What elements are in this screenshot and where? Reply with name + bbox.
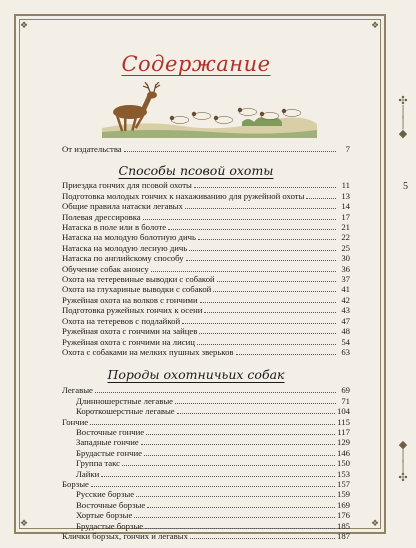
toc-entry-title: Полевая дрессировка — [62, 211, 141, 222]
toc-entry — [62, 144, 350, 154]
toc-entry-page: 48 — [341, 326, 350, 337]
toc-entry-title: Охота на тетеревиные выводки с собакой — [62, 274, 215, 285]
page-number: 5 — [403, 181, 408, 192]
toc-entry-page: 42 — [341, 294, 350, 305]
dot-leader — [168, 223, 336, 230]
dot-leader — [144, 449, 335, 456]
toc-entry-page: 63 — [341, 346, 350, 357]
dot-leader — [177, 407, 335, 414]
toc-entry-title: Восточные борзые — [76, 499, 146, 510]
toc-entry — [62, 212, 350, 222]
dot-leader — [236, 348, 336, 355]
toc-entry — [62, 510, 350, 520]
toc-entry — [62, 316, 350, 326]
toc-entry — [62, 264, 350, 274]
toc-entry-page: 104 — [336, 406, 350, 417]
toc-entry-title: Западные гончие — [76, 437, 139, 448]
toc-entry-page: 11 — [341, 180, 350, 191]
toc-entry — [62, 295, 350, 305]
corner-ornament-icon: ❖ — [371, 518, 380, 528]
toc-entry — [62, 274, 350, 284]
dot-leader — [146, 428, 335, 435]
toc-entry-title: Русские борзые — [76, 489, 135, 500]
dot-leader — [136, 490, 335, 497]
dot-leader — [145, 522, 335, 529]
toc-entry-title: Ружейная охота с гончими на лисиц — [62, 336, 195, 347]
dot-leader — [194, 181, 336, 188]
corner-ornament-icon: ❖ — [371, 20, 380, 30]
toc-entry-page: 71 — [341, 395, 350, 406]
toc-entry-page: 37 — [341, 274, 350, 285]
toc-entry-title: Охота на глухариные выводки с собакой — [62, 284, 212, 295]
toc-entry-page: 185 — [336, 520, 350, 531]
toc-entry — [62, 305, 350, 315]
toc-entry — [62, 427, 350, 437]
toc-entry-title: Натаска в поле или в болоте — [62, 222, 167, 233]
dot-leader — [91, 480, 335, 487]
toc-entry-title: Клички борзых, гончих и легавых — [62, 531, 188, 541]
toc-entry-title: Подготовка ружейных гончих к осени — [62, 305, 203, 316]
toc-entry-title: Восточные гончие — [76, 426, 145, 437]
section-title-hunting-methods: Способы псовой охоты — [118, 163, 274, 179]
toc-entry — [62, 406, 350, 416]
toc-entry — [62, 521, 350, 531]
dot-leader — [134, 511, 335, 518]
section-list-hunting-methods — [62, 180, 350, 357]
dot-leader — [189, 244, 336, 251]
toc-entry-title: Короткошерстные легавые — [76, 406, 175, 417]
toc-entry-title: Борзые — [62, 478, 89, 489]
toc-entry-page: 153 — [336, 468, 350, 479]
toc-entry-title: Длинношерстные легавые — [76, 395, 174, 406]
toc-entry-page: 157 — [336, 478, 350, 489]
ornament-top-icon: ✣ │ │ ◆ — [398, 95, 408, 140]
toc-entry — [62, 180, 350, 190]
toc-entry-page: 129 — [336, 437, 350, 448]
toc-entry — [62, 500, 350, 510]
toc-entry-title: Охота с собаками на мелких пушных зверьков — [62, 346, 234, 357]
toc-entry — [62, 201, 350, 211]
toc-entry-page: 159 — [336, 489, 350, 500]
toc-entry — [62, 326, 350, 336]
toc-entry — [62, 469, 350, 479]
toc-entry-title: Ружейная охота на волков с гончими — [62, 294, 198, 305]
toc-entry — [62, 347, 350, 357]
toc-entry-title: Натаска на молодую болотную дичь — [62, 232, 196, 243]
dot-leader — [175, 397, 336, 404]
toc-entry-title: Брудастые борзые — [76, 520, 144, 531]
hunting-scene-illustration — [102, 82, 317, 140]
toc-entry — [62, 222, 350, 232]
toc-entry-page: 169 — [336, 499, 350, 510]
toc-entry-title: Брудастые гончие — [76, 447, 143, 458]
dot-leader — [200, 296, 336, 303]
toc-entry-title: Лайки — [76, 468, 100, 479]
toc-entry-page: 17 — [341, 211, 350, 222]
toc-entry-title: Легавые — [62, 385, 93, 396]
dot-leader — [197, 338, 336, 345]
dot-leader — [185, 202, 336, 209]
dot-leader — [204, 306, 336, 313]
toc-entry-page: 187 — [336, 531, 350, 541]
toc-entry — [62, 448, 350, 458]
dot-leader — [143, 213, 336, 220]
dot-leader — [151, 265, 336, 272]
toc-entry-page: 30 — [341, 253, 350, 264]
toc-entry-title: Обучение собак анонсу — [62, 263, 149, 274]
toc-content — [62, 52, 350, 541]
toc-entry-title: Натаска по английскому способу — [62, 253, 184, 264]
toc-entry — [62, 489, 350, 499]
dot-leader — [95, 386, 336, 393]
dot-leader — [198, 233, 336, 240]
dot-leader — [190, 532, 335, 539]
toc-entry-page: 14 — [341, 201, 350, 212]
dot-leader — [122, 459, 335, 466]
dot-leader — [124, 145, 336, 152]
toc-entry-title: Хортые борзые — [76, 510, 133, 521]
toc-entry-page: 22 — [341, 232, 350, 243]
corner-ornament-icon: ❖ — [20, 518, 29, 528]
toc-entry-page: 47 — [341, 315, 350, 326]
dot-leader — [182, 317, 336, 324]
dot-leader — [217, 275, 336, 282]
toc-entry-page: 36 — [341, 263, 350, 274]
toc-entry — [62, 531, 350, 541]
page-title: Содержание — [121, 52, 271, 76]
toc-entry — [62, 417, 350, 427]
ornament-bottom-icon: ◆ │ │ ✣ — [398, 439, 408, 484]
toc-entry-title: Группа такс — [76, 458, 120, 469]
dot-leader — [141, 438, 335, 445]
dot-leader — [213, 285, 336, 292]
section-list-dog-breeds — [62, 385, 350, 541]
toc-entry-title: Натаска на молодую лесную дичь — [62, 242, 188, 253]
toc-entry-page: 54 — [341, 336, 350, 347]
toc-entry-title: Общие правила натаски легавых — [62, 201, 183, 212]
toc-entry-page: 150 — [336, 458, 350, 469]
dot-leader — [101, 470, 335, 477]
toc-entry-page: 13 — [341, 190, 350, 201]
toc-entry-page: 21 — [341, 222, 350, 233]
toc-entry — [62, 232, 350, 242]
dot-leader — [147, 501, 335, 508]
toc-entry-title: Охота на тетеревов с подлайкой — [62, 315, 181, 326]
toc-entry-page: 7 — [345, 144, 350, 154]
toc-entry-page: 115 — [337, 416, 350, 427]
toc-entry — [62, 479, 350, 489]
toc-entry-title: Ружейная охота с гончими на зайцев — [62, 326, 198, 337]
toc-entry-page: 146 — [336, 447, 350, 458]
toc-entry-title: Гончие — [62, 416, 89, 427]
toc-entry-page: 41 — [341, 284, 350, 295]
toc-entry-page: 117 — [337, 426, 350, 437]
front-matter-list — [62, 144, 350, 154]
toc-entry — [62, 191, 350, 201]
toc-entry — [62, 396, 350, 406]
toc-entry — [62, 243, 350, 253]
dot-leader — [90, 418, 335, 425]
toc-entry-title: Приездка гончих для псовой охоты — [62, 180, 192, 191]
dot-leader — [306, 192, 336, 199]
toc-entry — [62, 337, 350, 347]
toc-entry — [62, 284, 350, 294]
dot-leader — [186, 254, 336, 261]
toc-entry-page: 176 — [336, 510, 350, 521]
toc-entry — [62, 458, 350, 468]
toc-entry-page: 69 — [341, 385, 350, 396]
section-title-dog-breeds: Породы охотничьих собак — [107, 367, 285, 383]
toc-entry — [62, 385, 350, 395]
toc-entry-title: Подготовка молодых гончих к нахаживанию для ружейной охоты — [62, 190, 305, 201]
dot-leader — [199, 327, 336, 334]
toc-entry-page: 25 — [341, 242, 350, 253]
toc-entry-title: От издательства — [62, 144, 122, 154]
toc-entry-page: 43 — [341, 305, 350, 316]
toc-entry — [62, 437, 350, 447]
toc-entry — [62, 253, 350, 263]
corner-ornament-icon: ❖ — [20, 20, 29, 30]
